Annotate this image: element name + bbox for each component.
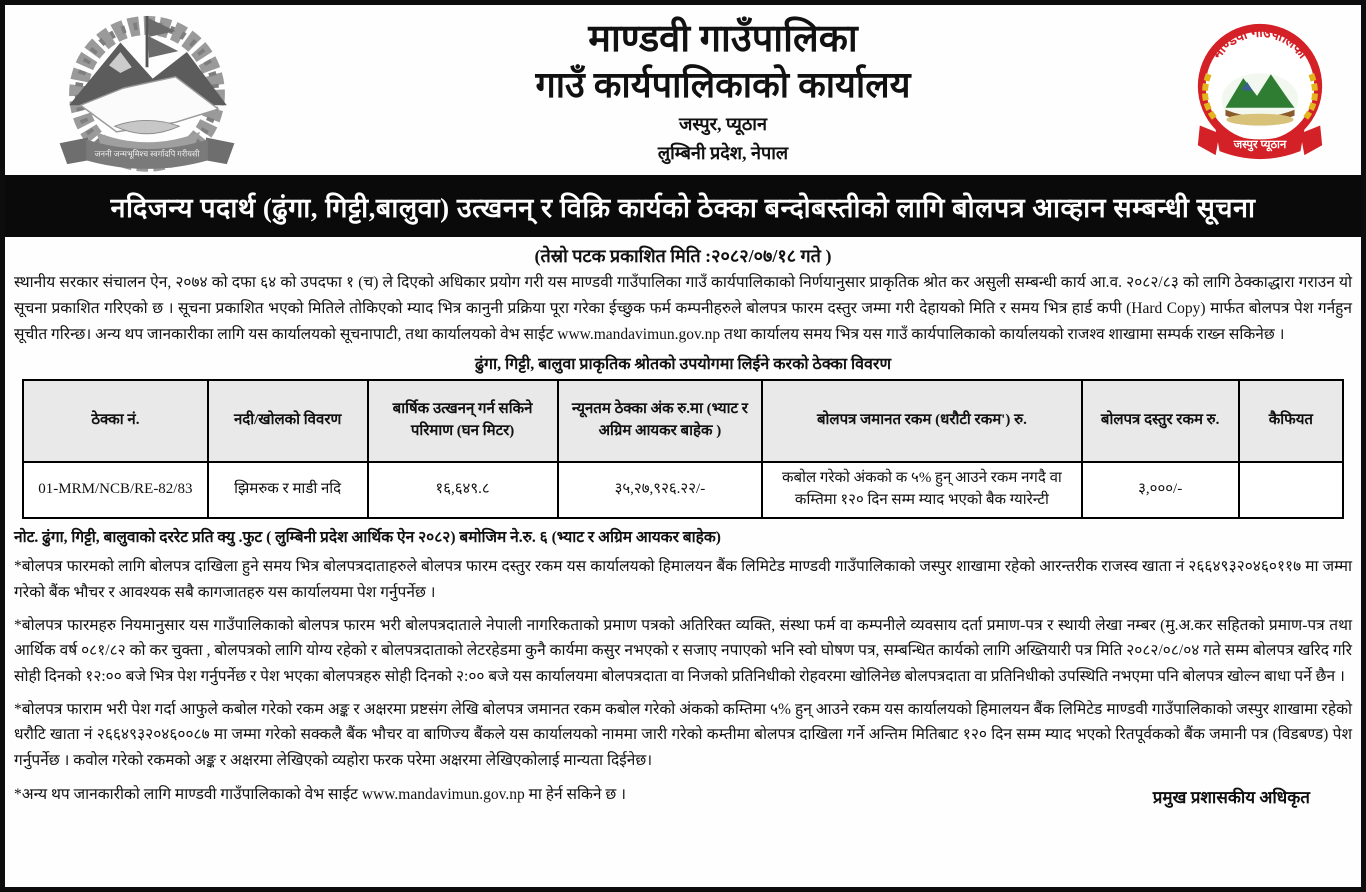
terms-paragraph-1: *बोलपत्र फारमको लागि बोलपत्र दाखिला हुने समय भित्र बोलपत्रदाताहरुले बोलपत्र फारम दस्तुर रकम यस कार्यालयको हिमालयन बैंक लिमिटेड माण्डवी गाउँपालिकाको जस्पुर शाखामा रहेको आरन्तरीक राजस्व खाता नं २६६४९३२०४६०११७ मा जम्मा गरेको बैंक भौचर र आवश्यक सबै कागजातहरु यस कार्यालयमा पेश गर्नुपर्नेछ । — [14, 558, 1352, 601]
cell-bid-security: कबोल गरेको अंकको क ५% हुन् आउने रकम नगदै वा कम्तिमा १२० दिन सम्म म्याद भएको बैक ग्यारेन्टी — [762, 462, 1081, 518]
table-header-row — [23, 380, 1343, 462]
address-province: लुम्बिनी प्रदेश, नेपाल — [657, 143, 789, 164]
header-annual-quantity: बार्षिक उत्खनन् गर्न सकिने परिमाण (घन मिटर) — [368, 380, 558, 462]
bottom-row — [14, 782, 1352, 808]
office-name: गाउँ कार्यपालिकाको कार्यालय — [535, 64, 911, 105]
table-caption: ढुंगा, गिट्टी, बालुवा प्राकृतिक श्रोतको उपयोगमा लिईने करको ठेक्का विवरण — [474, 356, 892, 374]
organization-name: माण्डवी गाउँपालिका — [588, 18, 858, 61]
document-header — [5, 5, 1361, 175]
seal-bottom-text: जस्पुर प्यूठान — [1233, 139, 1286, 152]
header-titles — [264, 18, 1182, 163]
cell-bid-fee: ३,०००/- — [1082, 462, 1239, 518]
municipality-seal-logo — [1182, 16, 1337, 166]
cell-contract-no: 01-MRM/NCB/RE-82/83 — [23, 462, 208, 518]
emblem-motto-text: जननी जन्मभूमिश्च स्वर्गादपि गरीयसी — [94, 149, 199, 159]
municipality-seal-icon — [1186, 17, 1334, 165]
terms-paragraph-3: *बोलपत्र फाराम भरी पेश गर्दा आफुले कबोल गरेको रकम अङ्क र अक्षरमा प्रष्टसंग लेखि बोलपत्र जमानत रकम कबोल गरेको अंकको कम्तिमा ५% हुन् आउने रकम यस कार्यालयको हिमालयन बैंक लिमिटेड माण्डवी गाउँपालिकाको जस्पुर शाखामा रहेको धरौटि खाता नं २६६४९३२०४६००८७ मा जम्मा गरेको सक्कलै बैंक भौचर वा बाणिज्य बैंकले यस कार्यालयको नाममा जारी गरेको कम्तीमा बोलपत्र दाखिला गर्ने अन्तिम मितिबाट १२० दिन सम्म म्याद भएको रितपूर्वकको बैंक जमानी पत्र (विडबण्ड) पेश गर्नुपर्नेछ । कवोल गरेको रकमको अङ्क र अक्षरमा लेखिएको व्यहोरा फरक परेमा अक्षरमा लेखिएकोलाई मान्यता दिईनेछ। — [14, 700, 1352, 770]
address-district: जस्पुर, प्यूठान — [679, 114, 767, 135]
notice-title-banner — [5, 175, 1361, 237]
header-contract-no: ठेक्का नं. — [23, 380, 208, 462]
cell-annual-quantity: १६,६४९.८ — [368, 462, 558, 518]
cell-river-details: झिमरुक र माडी नदि — [208, 462, 368, 518]
rate-note-line: नोट. ढुंगा, गिट्टी, बालुवाको दररेट प्रति क्यु .फुट ( लुम्बिनी प्रदेश आर्थिक ऐन २०८२) बमोजिम ने.रु. ६ (भ्याट र अग्रिम आयकर बाहेक) — [14, 529, 721, 547]
header-river-details: नदी/खोलको विवरण — [208, 380, 368, 462]
header-minimum-amount: न्यूनतम ठेक्का अंक रु.मा (भ्याट र अग्रिम आयकर बाहेक ) — [558, 380, 763, 462]
cell-minimum-amount: ३५,२७,९२६.२२/- — [558, 462, 763, 518]
header-bid-security: बोलपत्र जमानत रकम (धरौटी रकम') रु. — [762, 380, 1081, 462]
published-date-line: (तेस्रो पटक प्रकाशित मिति :२०८२/०७/१८ गते ) — [534, 246, 832, 266]
intro-paragraph: स्थानीय सरकार संचालन ऐन, २०७४ को दफा ६४ को उपदफा १ (च) ले दिएको अधिकार प्रयोग गरी यस माण्डवी गाउँपालिका गाउँ कार्यपालिकाको निर्णयानुसार प्राकृतिक श्रोत कर असुली सम्बन्धी कार्य आ.व. २०८२/८३ को लागि ठेक्काद्धारा गराउन यो सूचना प्रकाशित गरिएको छ । सूचना प्रकाशित भएको मितिले तोकिएको म्याद भित्र कानुनी प्रक्रिया पूरा गरेका ईच्छुक फर्म कम्पनीहरुले बोलपत्र फारम दस्तुर जम्मा गरी देहायको मिति र समय भित्र हार्ड कपी (Hard Copy) मार्फत बोलपत्र पेश गर्नहुन सूचीत गरिन्छ। अन्य थप जानकारीका लागि यस कार्यालयको सूचनापाटी, तथा कार्यालयको वेभ साईट www.mandavimun.gov.np तथा कार्यालय समय भित्र यस गाउँ कार्यपालिकाको कार्यालयको राजश्व शाखामा सम्पर्क राख्न सकिनेछ । — [14, 274, 1352, 344]
signatory-title: प्रमुख प्रशासकीय अधिकृत — [1152, 787, 1310, 807]
nepal-emblem-icon — [33, 10, 261, 172]
table-row — [23, 462, 1343, 518]
cell-remarks — [1239, 462, 1343, 518]
header-bid-fee: बोलपत्र दस्तुर रकम रु. — [1082, 380, 1239, 462]
header-remarks: कैफियत — [1239, 380, 1343, 462]
nepal-emblem-logo — [29, 9, 264, 173]
seal-top-text: माण्डवी गाउँपालिका — [1208, 24, 1311, 62]
tender-details-table — [22, 379, 1344, 519]
terms-paragraph-4: *अन्य थप जानकारीको लागि माण्डवी गाउँपालिकाको वेभ साईट www.mandavimun.gov.np मा हेर्न सकिने छ । — [14, 785, 626, 803]
terms-paragraph-2: *बोलपत्र फारमहरु नियमानुसार यस गाउँपालिकाको बोलपत्र फारम भरी बोलपत्रदाताले नेपाली नागरिकताको प्रमाण पत्रको अतिरिक्त व्यक्ति, संस्था फर्म वा कम्पनीले व्यवसाय दर्ता प्रमाण-पत्र र स्थायी लेखा नम्बर (मु.अ.कर सहितको प्रमाण-पत्र तथा आर्थिक वर्ष ०८१/८२ को कर चुक्ता , बोलपत्रको लागि योग्य रहेको र बोलपत्रदाताको लेटरहेडमा कुनै कार्यमा कसुर नभएको र सजाए नपाएको भनि स्वो घोषण पत्र, सम्बन्धित कार्यको लागि अख्तियारी पत्र मिति २०८२/०८/०४ गते सम्म बोलपत्र खरिद गरि सोही दिनको १२:०० बजे भित्र पेश गर्नुपर्नेछ र पेश भएका बोलपत्रहरु सोही दिनको २:०० बजे यस कार्यालयमा बोलपत्रदाता वा निजको प्रतिनिधीको रोहवरमा खोलिनेछ बोलपत्रदाता वा प्रतिनिधीको उपस्थिति नभएमा पनि बोलपत्र खोल्न बाधा पर्ने छैन । — [14, 616, 1352, 685]
notice-title-text: नदिजन्य पदार्थ (ढुंगा, गिट्टी,बालुवा) उत्खनन् र विक्रि कार्यको ठेक्का बन्दोबस्तीको लागि बोलपत्र आव्हान सम्बन्धी सूचना — [110, 192, 1256, 223]
